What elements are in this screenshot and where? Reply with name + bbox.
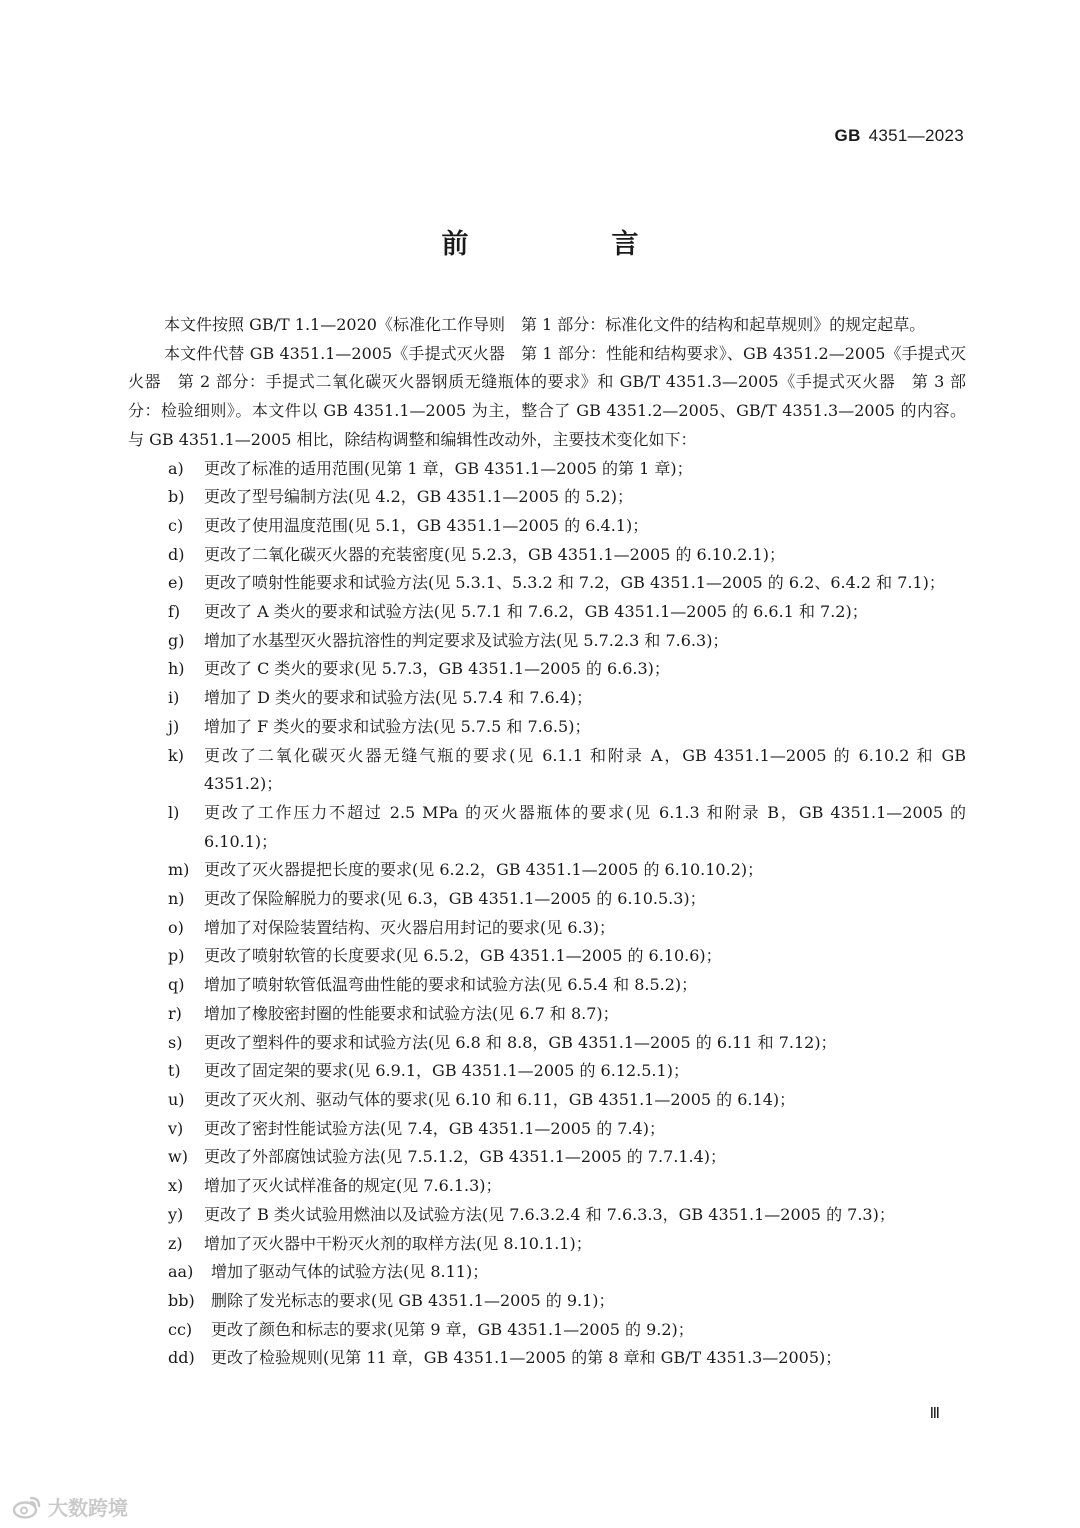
list-item-marker: m) xyxy=(168,860,190,880)
list-item-text: 更改了型号编制方法(见 4.2，GB 4351.1—2005 的 5.2)； xyxy=(204,487,633,507)
list-item xyxy=(128,971,966,1000)
list-item-text: 更改了灭火剂、驱动气体的要求(见 6.10 和 6.11，GB 4351.1—2005 的 6.14)； xyxy=(204,1089,796,1109)
list-item-text: 增加了驱动气体的试验方法(见 8.11)； xyxy=(211,1262,489,1282)
list-item xyxy=(128,856,966,885)
list-item-marker: bb) xyxy=(168,1290,195,1310)
list-item-text: 更改了灭火器提把长度的要求(见 6.2.2，GB 4351.1—2005 的 6.10.10.2)； xyxy=(204,860,764,880)
list-item xyxy=(128,1344,966,1373)
page-number: Ⅲ xyxy=(929,1406,940,1422)
list-item-marker: j) xyxy=(168,716,180,736)
list-item-marker: d) xyxy=(168,544,185,564)
list-item xyxy=(128,512,966,541)
intro-paragraph: 本文件按照 GB/T 1.1—2020《标准化工作导则 第 1 部分：标准化文件的结构和起草规则》的规定起草。 xyxy=(164,315,926,334)
list-item xyxy=(128,1258,966,1287)
list-item-text: 增加了水基型灭火器抗溶性的判定要求及试验方法(见 5.7.2.3 和 7.6.3)； xyxy=(204,630,729,650)
list-item xyxy=(128,914,966,943)
list-item-text: 增加了对保险装置结构、灭火器启用封记的要求(见 6.3)； xyxy=(204,917,616,937)
list-item xyxy=(128,1086,966,1115)
list-item xyxy=(128,541,966,570)
list-item xyxy=(128,1029,966,1058)
list-item xyxy=(128,885,966,914)
list-item xyxy=(128,455,966,484)
foreword-body xyxy=(128,311,966,1373)
list-item-marker: a) xyxy=(168,458,184,478)
list-item xyxy=(128,598,966,627)
list-item-text: 更改了外部腐蚀试验方法(见 7.5.1.2，GB 4351.1—2005 的 7.7.1.4)； xyxy=(204,1147,727,1167)
document-code xyxy=(835,126,964,146)
list-item-text: 增加了 F 类火的要求和试验方法(见 5.7.5 和 7.6.5)； xyxy=(204,716,591,736)
list-item xyxy=(128,713,966,742)
list-item xyxy=(128,1000,966,1029)
watermark xyxy=(12,1492,128,1521)
list-item-marker: z) xyxy=(168,1233,183,1253)
list-item xyxy=(128,627,966,656)
list-item-text: 更改了固定架的要求(见 6.9.1，GB 4351.1—2005 的 6.12.5.1)； xyxy=(204,1061,689,1081)
list-item xyxy=(128,1115,966,1144)
list-item-text: 更改了标准的适用范围(见第 1 章，GB 4351.1—2005 的第 1 章)； xyxy=(204,458,693,478)
page-title: 前 言 xyxy=(441,229,697,260)
list-item-text: 增加了喷射软管低温弯曲性能的要求和试验方法(见 6.5.4 和 8.5.2)； xyxy=(204,975,698,995)
list-item-marker: k) xyxy=(168,745,184,765)
list-item-text: 更改了塑料件的要求和试验方法(见 6.8 和 8.8，GB 4351.1—2005 的 6.11 和 7.12)； xyxy=(204,1032,837,1052)
list-item-marker: cc) xyxy=(168,1319,193,1339)
list-item-text: 删除了发光标志的要求(见 GB 4351.1—2005 的 9.1)； xyxy=(211,1290,615,1310)
list-item-text: 更改了密封性能试验方法(见 7.4，GB 4351.1—2005 的 7.4)； xyxy=(204,1118,665,1138)
list-item-text: 增加了 D 类火的要求和试验方法(见 5.7.4 和 7.6.4)； xyxy=(204,688,593,708)
list-item-marker: q) xyxy=(168,975,185,995)
replacement-paragraph: 本文件代替 GB 4351.1—2005《手提式灭火器 第 1 部分：性能和结构要求》、GB 4351.2—2005《手提式灭火器 第 2 部分：手提式二氧化碳灭火器钢质无缝瓶体的要求》和 GB/T 4351.3—2005《手提式灭火器 第 3 部分：检验细则》。本文件以 GB 4351.1—2005 为主，整合了 GB 4351.2—2005、GB/T 4351.3—2005 的内容。与 GB 4351.1—2005 相比，除结构调整和编辑性改动外，主要技术变化如下： xyxy=(128,343,966,449)
list-item-text: 增加了灭火器中干粉灭火剂的取样方法(见 8.10.1.1)； xyxy=(204,1233,592,1253)
list-item-text: 更改了工作压力不超过 2.5 MPa 的灭火器瓶体的要求(见 6.1.3 和附录 B，GB 4351.1—2005 的 6.10.1)； xyxy=(204,802,966,851)
list-item-marker: o) xyxy=(168,917,184,937)
list-item-marker: aa) xyxy=(168,1262,194,1282)
list-item-marker: e) xyxy=(168,573,184,593)
list-item-marker: c) xyxy=(168,515,184,535)
list-item-marker: h) xyxy=(168,659,185,679)
list-item-marker: f) xyxy=(168,602,181,622)
list-item-marker: t) xyxy=(168,1061,181,1081)
list-item-marker: g) xyxy=(168,630,185,650)
list-item xyxy=(128,1201,966,1230)
list-item-marker: l) xyxy=(168,802,180,822)
list-item xyxy=(128,1316,966,1345)
document-code-prefix: GB xyxy=(834,126,861,145)
list-item-text: 更改了喷射软管的长度要求(见 6.5.2，GB 4351.1—2005 的 6.10.6)； xyxy=(204,946,722,966)
weibo-logo-icon xyxy=(12,1495,42,1519)
list-item xyxy=(128,569,966,598)
list-item-marker: dd) xyxy=(168,1348,195,1368)
list-item-marker: i) xyxy=(168,688,180,708)
list-item xyxy=(128,1172,966,1201)
list-item-text: 增加了橡胶密封圈的性能要求和试验方法(见 6.7 和 8.7)； xyxy=(204,1003,619,1023)
list-item xyxy=(128,483,966,512)
list-item xyxy=(128,1143,966,1172)
list-item xyxy=(128,742,966,799)
list-item-marker: u) xyxy=(168,1089,185,1109)
list-item-text: 更改了喷射性能要求和试验方法(见 5.3.1、5.3.2 和 7.2，GB 4351.1—2005 的 6.2、6.4.2 和 7.1)； xyxy=(204,573,945,593)
list-item-text: 更改了 A 类火的要求和试验方法(见 5.7.1 和 7.6.2，GB 4351.1—2005 的 6.6.1 和 7.2)； xyxy=(204,602,868,622)
list-item-marker: b) xyxy=(168,487,185,507)
list-item-marker: v) xyxy=(168,1118,184,1138)
list-item xyxy=(128,799,966,856)
list-item-text: 更改了 B 类火试验用燃油以及试验方法(见 7.6.3.2.4 和 7.6.3.3，GB 4351.1—2005 的 7.3)； xyxy=(204,1204,895,1224)
list-item-marker: n) xyxy=(168,889,185,909)
list-item-text: 更改了使用温度范围(见 5.1，GB 4351.1—2005 的 6.4.1)； xyxy=(204,515,649,535)
list-item-text: 更改了 C 类火的要求(见 5.7.3，GB 4351.1—2005 的 6.6.3)； xyxy=(204,659,670,679)
list-item-marker: x) xyxy=(168,1176,184,1196)
list-item-marker: y) xyxy=(168,1204,184,1224)
list-item-text: 更改了二氧化碳灭火器的充装密度(见 5.2.3，GB 4351.1—2005 的 6.10.2.1)； xyxy=(204,544,785,564)
list-item-text: 更改了检验规则(见第 11 章，GB 4351.1—2005 的第 8 章和 GB/T 4351.3—2005)； xyxy=(211,1348,842,1368)
list-item xyxy=(128,1230,966,1259)
list-item-text: 增加了灭火试样准备的规定(见 7.6.1.3)； xyxy=(204,1176,502,1196)
list-item-marker: r) xyxy=(168,1003,182,1023)
list-item-marker: p) xyxy=(168,946,185,966)
list-item xyxy=(128,655,966,684)
list-item-text: 更改了保险解脱力的要求(见 6.3，GB 4351.1—2005 的 6.10.5.3)； xyxy=(204,889,706,909)
list-item-text: 更改了二氧化碳灭火器无缝气瓶的要求(见 6.1.1 和附录 A，GB 4351.1—2005 的 6.10.2 和 GB 4351.2)； xyxy=(204,745,966,794)
list-item xyxy=(128,684,966,713)
list-item xyxy=(128,942,966,971)
document-code-number: 4351—2023 xyxy=(868,126,964,145)
list-item xyxy=(128,1287,966,1316)
list-item-marker: w) xyxy=(168,1147,188,1167)
technical-changes-list xyxy=(128,455,966,1374)
watermark-text: 大数跨境 xyxy=(48,1496,128,1520)
list-item-text: 更改了颜色和标志的要求(见第 9 章，GB 4351.1—2005 的 9.2)； xyxy=(211,1319,694,1339)
list-item xyxy=(128,1057,966,1086)
list-item-marker: s) xyxy=(168,1032,183,1052)
